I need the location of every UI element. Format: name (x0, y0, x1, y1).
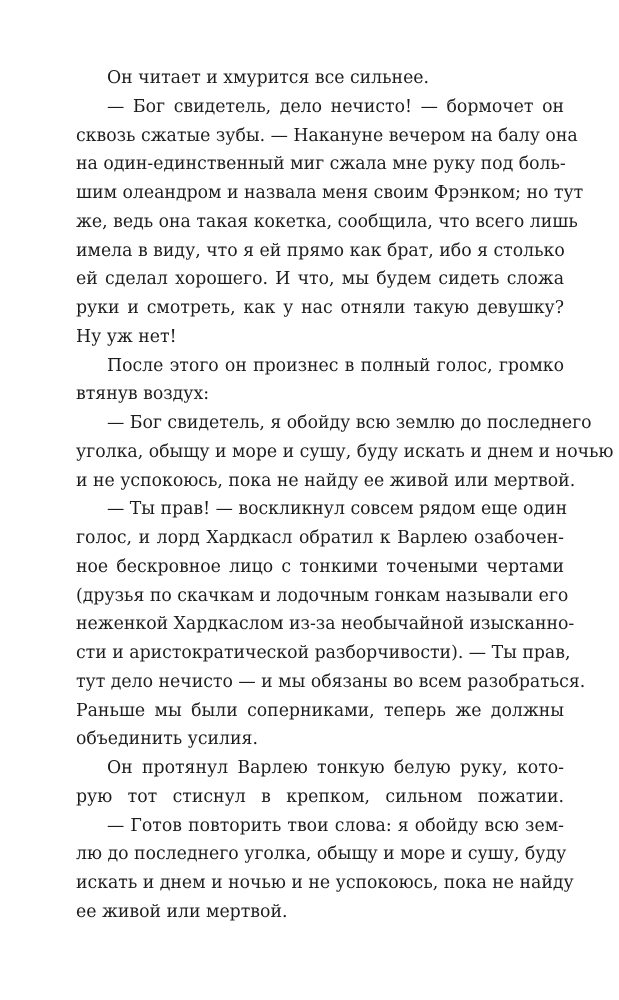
text-line: искать и днем и ночью и не успокоюсь, пока не найду (76, 873, 574, 893)
text-line: (друзья по скачкам и лодочным гонкам называли его (76, 585, 569, 606)
text-line: на один-единственный миг сжала мне руку под боль- (76, 154, 566, 175)
text-line: тут дело нечисто — и мы обязаны во всем разобраться. (76, 671, 586, 692)
text-line: втянув воздух: (76, 384, 210, 405)
text-line: руки и смотреть, как у нас отняли такую девушку? (76, 298, 564, 318)
text-line: голос, и лорд Хардкасл обратил к Варлею озабочен- (76, 528, 564, 548)
text-line: ное бескровное лицо с тонкими точеными чертами (76, 556, 564, 577)
text-line: — Бог свидетель, дело нечисто! — бормочет он (107, 96, 564, 117)
text-line: ей сделал хорошего. И что, мы будем сидеть сложа (76, 269, 564, 290)
text-line: После этого он произнес в полный голос, громко (107, 355, 564, 376)
text-line: сти и аристократической разборчивости). — Ты прав, (76, 643, 571, 663)
text-line: уголка, обыщу и море и сушу, буду искать и днем и ночью (76, 441, 614, 462)
text-line: неженкой Хардкаслом из-за необычайной изысканно- (76, 614, 575, 635)
text-line: и не успокоюсь, пока не найду ее живой или мертвой. (76, 470, 576, 491)
text-line: — Готов повторить твои слова: я обойду всю зем- (107, 815, 564, 836)
page-text (76, 64, 614, 927)
text-line: — Бог свидетель, я обойду всю землю до последнего (107, 413, 592, 433)
text-line: же, ведь она такая кокетка, сообщила, что всего лишь (76, 211, 578, 232)
text-line: лю до последнего уголка, обыщу и море и сушу, буду (76, 844, 567, 865)
text-line: ее живой или мертвой. (76, 901, 288, 922)
text-line: объединить усилия. (76, 729, 258, 750)
text-line: рую тот стиснул в крепком, сильном пожатии. (76, 786, 564, 807)
text-line: — Ты прав! — воскликнул совсем рядом еще один (107, 499, 568, 520)
text-line: шим олеандром и назвала меня своим Фрэнком; но тут (76, 183, 584, 203)
text-line: Он читает и хмурится все сильнее. (107, 68, 430, 88)
text-line: Раньше мы были соперниками, теперь же должны (76, 700, 564, 721)
text-line: Ну уж нет! (76, 326, 177, 347)
text-line: Он протянул Варлею тонкую белую руку, кото- (107, 758, 564, 778)
text-line: сквозь сжатые зубы. — Накануне вечером на балу она (76, 125, 578, 146)
text-line: имела в виду, что я ей прямо как брат, ибо я столько (76, 240, 565, 261)
